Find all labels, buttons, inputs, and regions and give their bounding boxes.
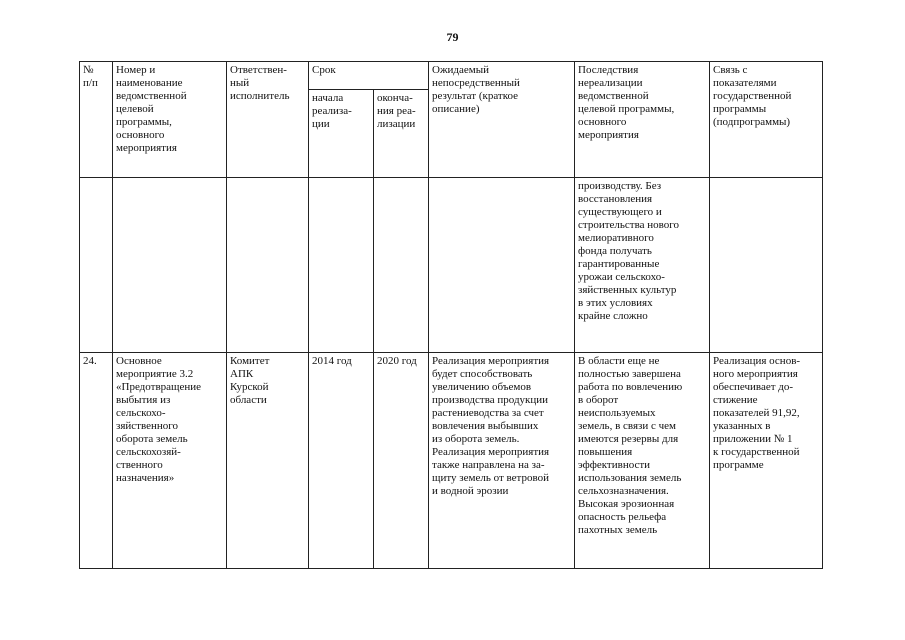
cell-name: Основное мероприятие 3.2 «Предотвращение выбытия из сельскохо- зяйственного оборота земель сельскохозяй- ственного назначения» — [113, 353, 227, 569]
header-expected-result: Ожидаемый непосредственный результат (краткое описание) — [429, 62, 575, 178]
cell-link: Реализация основ- ного мероприятия обеспечивает до- стижение показателей 91,92, указанных в приложении № 1 к государственной программе — [710, 353, 823, 569]
table-row — [80, 353, 823, 569]
header-term: Срок — [309, 62, 429, 90]
table-row — [80, 178, 823, 353]
cell-expected-result: Реализация мероприятия будет способствовать увеличению объемов производства продукции растениеводства за счет вовлечения выбывших из оборота земель. Реализация мероприятия также направлена на за- щиту земель от ветровой и водной эрозии — [429, 353, 575, 569]
cell-responsible — [227, 178, 309, 353]
cell-num: 24. — [80, 353, 113, 569]
header-num: № п/п — [80, 62, 113, 178]
cell-start — [309, 178, 374, 353]
cell-end — [374, 178, 429, 353]
cell-start: 2014 год — [309, 353, 374, 569]
program-table — [79, 61, 823, 569]
cell-num — [80, 178, 113, 353]
header-term-start: начала реализа- ции — [309, 90, 374, 178]
cell-consequences: В области еще не полностью завершена работа по вовлечению в оборот неиспользуемых земель, в связи с чем имеются резервы для повышения эффективности использования земель сельхозназначения. Высокая эрозионная опасность рельефа пахотных земель — [575, 353, 710, 569]
header-name: Номер и наименование ведомственной целевой программы, основного мероприятия — [113, 62, 227, 178]
cell-expected-result — [429, 178, 575, 353]
cell-end: 2020 год — [374, 353, 429, 569]
page-number: 79 — [446, 30, 459, 44]
header-responsible: Ответствен- ный исполнитель — [227, 62, 309, 178]
header-consequences: Последствия нереализации ведомственной целевой программы, основного мероприятия — [575, 62, 710, 178]
header-row — [80, 62, 823, 90]
cell-consequences: производству. Без восстановления существующего и строительства нового мелиоративного фонда получать гарантированные урожаи сельскохо- зяйственных культур в этих условиях крайне сложно — [575, 178, 710, 353]
header-term-end: оконча- ния реа- лизации — [374, 90, 429, 178]
cell-link — [710, 178, 823, 353]
header-link: Связь с показателями государственной программы (подпрограммы) — [710, 62, 823, 178]
cell-name — [113, 178, 227, 353]
cell-responsible: Комитет АПК Курской области — [227, 353, 309, 569]
